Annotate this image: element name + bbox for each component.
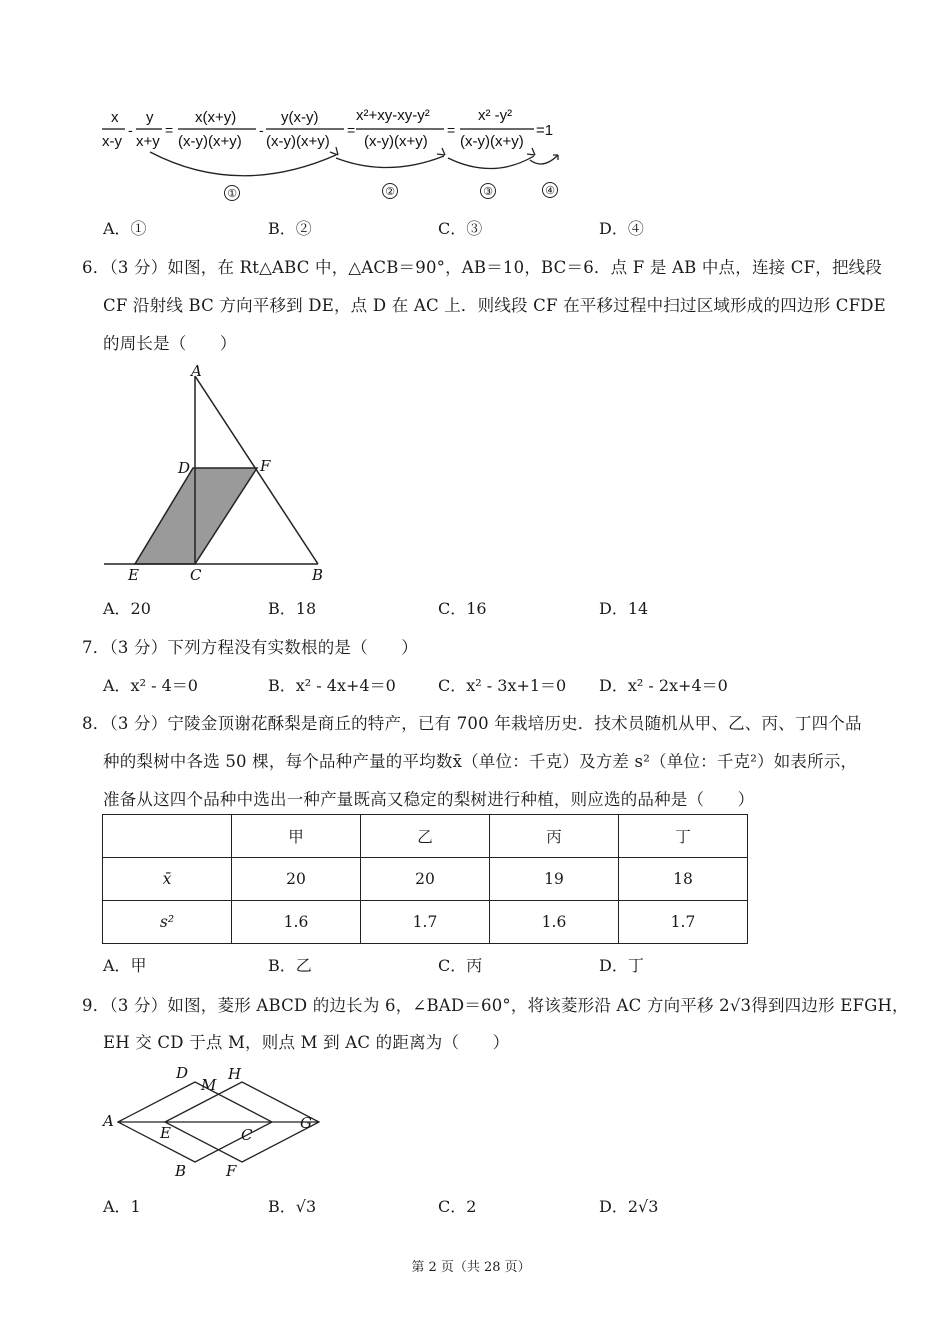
svg-text:=: = — [347, 122, 356, 138]
q5-option-c[interactable]: C．③ — [438, 219, 483, 238]
q5-t1-den: x-y — [102, 133, 122, 150]
q5-t2-den: x+y — [136, 133, 160, 150]
q9-label-h: H — [228, 1065, 242, 1083]
q7-text-line1: 7．（3 分）下列方程没有实数根的是（ ） — [82, 638, 418, 657]
q9-option-d[interactable]: D．2√3 — [599, 1197, 659, 1216]
q5-option-a[interactable]: A．① — [103, 219, 147, 238]
q8-option-a[interactable]: A．甲 — [103, 956, 147, 975]
svg-text:=: = — [165, 122, 174, 138]
q6-label-c: C — [190, 566, 202, 584]
q5-t2-num: y — [146, 109, 154, 126]
q9-label-e: E — [160, 1124, 171, 1142]
q5-option-b[interactable]: B．② — [268, 219, 312, 238]
q8-table — [102, 814, 748, 944]
table-header-cell: 丙 — [490, 815, 619, 858]
q9-text-line1: 9．（3 分）如图，菱形 ABCD 的边长为 6，∠BAD＝60°，将该菱形沿 AC 方向平移 2√3得到四边形 EFGH， — [82, 996, 909, 1015]
q6-option-a[interactable]: A．20 — [103, 599, 151, 618]
svg-text:=: = — [447, 122, 456, 138]
q5-arrow-1 — [150, 152, 336, 176]
q6-text-line2: CF 沿射线 BC 方向平移到 DE，点 D 在 AC 上．则线段 CF 在平移过程中扫过区域形成的四边形 CFDE — [103, 296, 886, 315]
q6-option-b[interactable]: B．18 — [268, 599, 317, 618]
table-cell: 19 — [490, 858, 619, 901]
q7-option-a[interactable]: A．x² - 4＝0 — [103, 676, 198, 695]
q8-text-line2: 种的梨树中各选 50 棵，每个品种产量的平均数x̄（单位：千克）及方差 s²（单位：千克²）如表所示， — [103, 752, 858, 771]
q6-parallelogram-cfde — [135, 468, 257, 564]
q6-label-d: D — [178, 459, 191, 477]
table-row-label: s² — [103, 901, 232, 944]
q5-t3-num: x(x+y) — [195, 109, 237, 126]
table-row — [103, 901, 748, 944]
q9-label-c: C — [241, 1126, 253, 1144]
q5-mark-3: ③ — [483, 185, 493, 198]
table-header-cell: 丁 — [619, 815, 748, 858]
q8-option-d[interactable]: D．丁 — [599, 956, 644, 975]
q6-figure — [100, 360, 340, 590]
q5-t5-num: x²+xy-xy-y² — [356, 107, 430, 124]
q6-option-d[interactable]: D．14 — [599, 599, 649, 618]
table-cell: 20 — [232, 858, 361, 901]
q5-t1-num: x — [111, 109, 119, 126]
q8-option-c[interactable]: C．丙 — [438, 956, 483, 975]
q5-arrow-3 — [448, 156, 534, 169]
q6-label-f: F — [260, 457, 271, 475]
q5-t6-den: (x-y)(x+y) — [460, 133, 524, 150]
q6-text-line1: 6．（3 分）如图，在 Rt△ABC 中，△ACB＝90°，AB＝10，BC＝6．点 F 是 AB 中点，连接 CF，把线段 — [82, 258, 883, 277]
q9-label-m: M — [201, 1076, 217, 1094]
q5-formula-svg — [98, 100, 578, 210]
q9-label-b: B — [175, 1162, 187, 1180]
q5-option-d[interactable]: D．④ — [599, 219, 644, 238]
q6-label-e: E — [128, 566, 139, 584]
table-row — [103, 858, 748, 901]
q5-mark-1: ① — [227, 187, 237, 200]
q9-option-a[interactable]: A．1 — [103, 1197, 141, 1216]
table-cell: 18 — [619, 858, 748, 901]
q5-t4-num: y(x-y) — [281, 109, 319, 126]
q5-t4-den: (x-y)(x+y) — [266, 133, 330, 150]
q9-figure — [100, 1060, 330, 1184]
table-header-cell: 乙 — [361, 815, 490, 858]
q5-mark-4: ④ — [545, 184, 555, 197]
q6-option-c[interactable]: C．16 — [438, 599, 487, 618]
q5-result: =1 — [536, 122, 554, 139]
svg-text:-: - — [128, 122, 133, 138]
table-header-cell — [103, 815, 232, 858]
svg-text:-: - — [259, 122, 264, 138]
q8-text-line3: 准备从这四个品种中选出一种产量既高又稳定的梨树进行种植，则应选的品种是（ ） — [103, 790, 755, 809]
page-footer: 第 2 页（共 28 页） — [411, 1260, 531, 1275]
q5-t3-den: (x-y)(x+y) — [178, 133, 242, 150]
table-cell: 1.7 — [361, 901, 490, 944]
q7-option-b[interactable]: B．x² - 4x+4＝0 — [268, 676, 396, 695]
q6-text-line3: 的周长是（ ） — [103, 334, 237, 353]
q9-label-d: D — [176, 1064, 189, 1082]
table-cell: 1.6 — [232, 901, 361, 944]
table-header-cell: 甲 — [232, 815, 361, 858]
q8-text-line1: 8．（3 分）宁陵金顶谢花酥梨是商丘的特产，已有 700 年栽培历史．技术员随机从甲、乙、丙、丁四个品 — [82, 714, 862, 733]
q9-label-g: G — [300, 1114, 312, 1132]
q9-option-c[interactable]: C．2 — [438, 1197, 477, 1216]
table-cell: 1.6 — [490, 901, 619, 944]
table-header-row — [103, 815, 748, 858]
table-row-label: x̄ — [103, 858, 232, 901]
q5-arrow-2 — [336, 156, 444, 168]
q7-option-d[interactable]: D．x² - 2x+4＝0 — [599, 676, 728, 695]
q5-t5-den: (x-y)(x+y) — [364, 133, 428, 150]
q9-option-b[interactable]: B．√3 — [268, 1197, 317, 1216]
q6-label-b: B — [312, 566, 324, 584]
q5-t6-num: x² -y² — [478, 107, 513, 124]
q8-option-b[interactable]: B．乙 — [268, 956, 312, 975]
q5-mark-2: ② — [385, 185, 395, 198]
q9-text-line2: EH 交 CD 于点 M，则点 M 到 AC 的距离为（ ） — [103, 1033, 510, 1052]
q6-label-a: A — [191, 362, 202, 380]
q7-option-c[interactable]: C．x² - 3x+1＝0 — [438, 676, 567, 695]
table-cell: 20 — [361, 858, 490, 901]
q9-label-a: A — [103, 1112, 114, 1130]
table-cell: 1.7 — [619, 901, 748, 944]
q9-label-f: F — [226, 1162, 237, 1180]
